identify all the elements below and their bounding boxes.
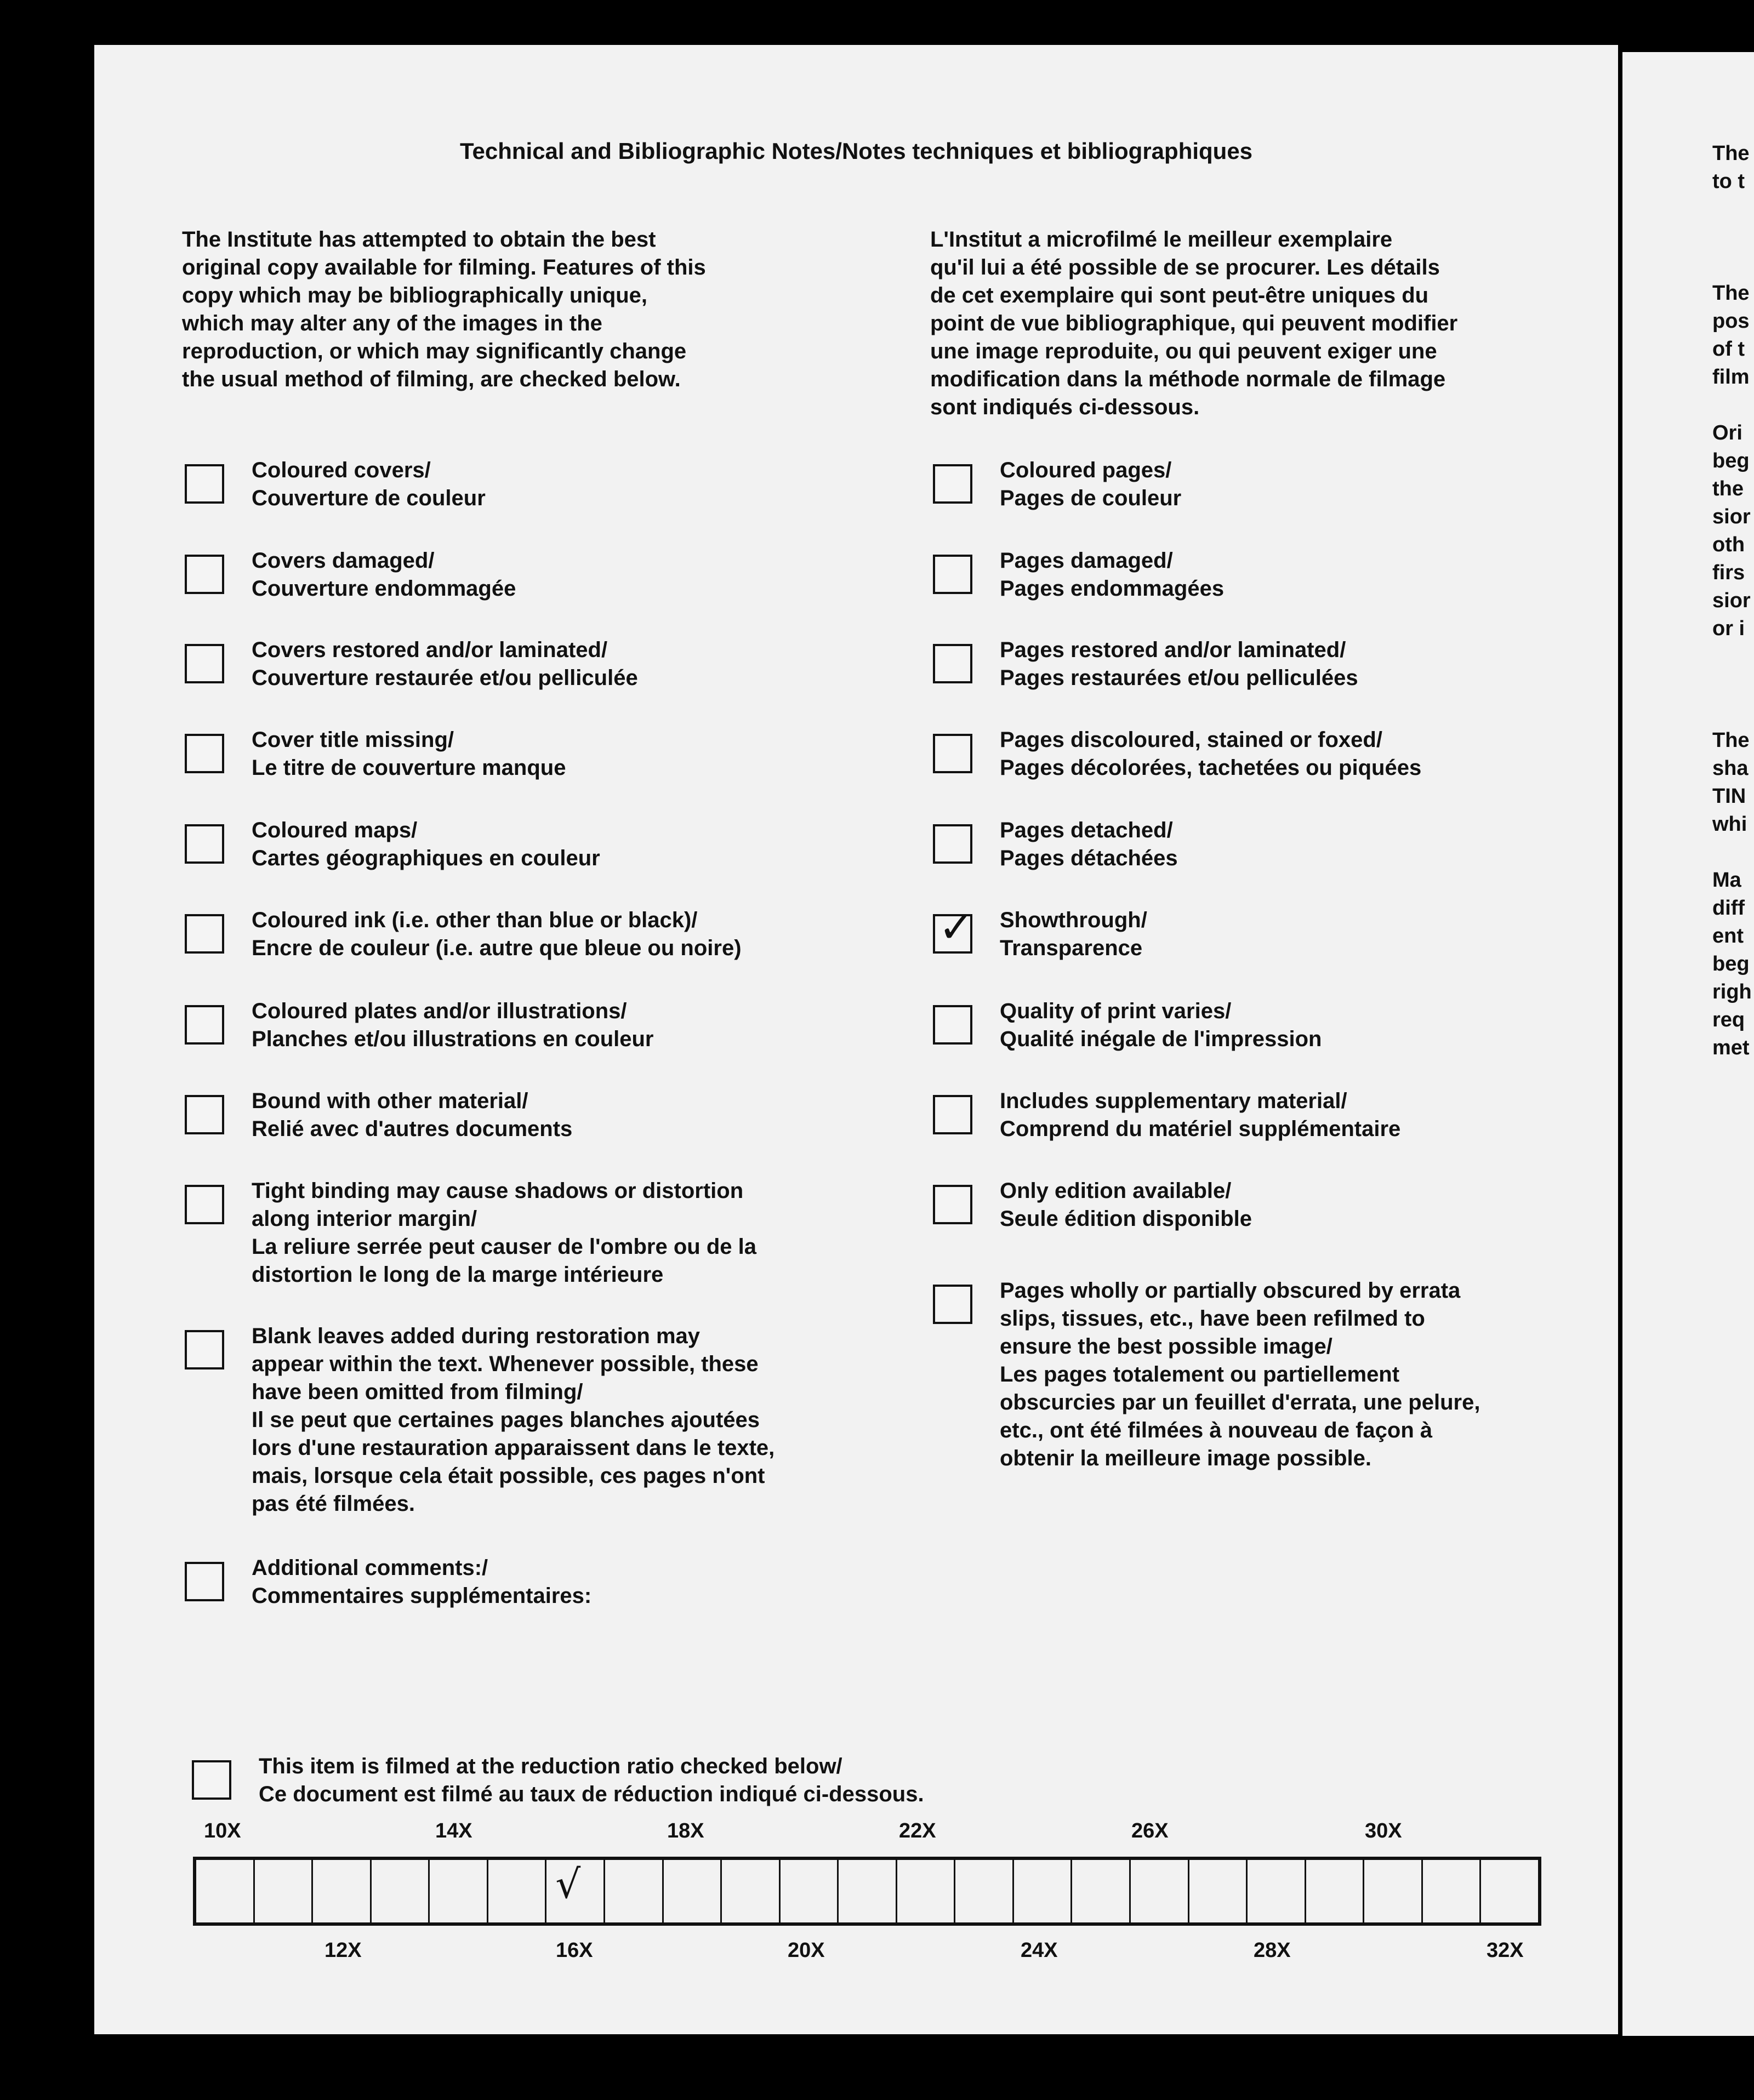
fragment-line: or i: [1712, 617, 1745, 640]
label-line: Pages détachées: [1000, 846, 1178, 870]
ratio-cell[interactable]: [781, 1860, 839, 1922]
checkbox[interactable]: [185, 1185, 224, 1224]
label-line: Covers restored and/or laminated/: [252, 638, 608, 662]
fragment-line: req: [1712, 1008, 1745, 1031]
ratio-cell[interactable]: [313, 1860, 372, 1922]
checkbox[interactable]: [933, 1185, 972, 1224]
ratio-cell[interactable]: [1189, 1860, 1248, 1922]
label-line: Pages damaged/: [1000, 549, 1173, 573]
ratio-label: 20X: [788, 1939, 825, 1962]
label-line: Covers damaged/: [252, 549, 435, 573]
intro-line: une image reproduite, ou qui peuvent exiger une: [930, 339, 1437, 363]
checklist-label: [1000, 636, 1358, 692]
label-line: Couverture de couleur: [252, 486, 486, 510]
checklist-label: [252, 1322, 775, 1518]
checkbox[interactable]: [933, 824, 972, 864]
label-line: La reliure serrée peut causer de l'ombre ou de la: [252, 1235, 756, 1259]
label-line: Cartes géographiques en couleur: [252, 846, 600, 870]
ratio-cell[interactable]: [372, 1860, 430, 1922]
reduction-checkbox[interactable]: [192, 1760, 231, 1800]
label-line: Encre de couleur (i.e. autre que bleue ou noire): [252, 936, 742, 960]
label-line: Coloured plates and/or illustrations/: [252, 999, 627, 1023]
notes-page: [94, 45, 1618, 2034]
checkbox[interactable]: [933, 1285, 972, 1324]
checklist-label: [252, 547, 516, 603]
label-line: lors d'une restauration apparaissent dans le texte,: [252, 1436, 775, 1460]
ratio-cell[interactable]: [1423, 1860, 1482, 1922]
label-line: Pages discoloured, stained or foxed/: [1000, 728, 1382, 752]
label-line: along interior margin/: [252, 1207, 477, 1231]
label-line: obscurcies par un feuillet d'errata, une pelure,: [1000, 1390, 1480, 1414]
ratio-cell[interactable]: [488, 1860, 547, 1922]
label-line: Tight binding may cause shadows or distortion: [252, 1179, 744, 1203]
label-line: Pages restaurées et/ou pelliculées: [1000, 666, 1358, 690]
checkbox[interactable]: [185, 555, 224, 594]
label-line: Additional comments:/: [252, 1556, 488, 1580]
checkbox[interactable]: [933, 734, 972, 773]
ratio-cell[interactable]: [255, 1860, 314, 1922]
checklist-label: [1000, 997, 1322, 1053]
reduction-ratio-scale: [193, 1857, 1541, 1926]
label-line: Couverture endommagée: [252, 577, 516, 601]
fragment-line: firs: [1712, 561, 1745, 584]
checkbox[interactable]: [933, 464, 972, 504]
fragment-line: diff: [1712, 897, 1745, 920]
ratio-label: 22X: [899, 1819, 936, 1842]
checkbox[interactable]: [933, 903, 975, 954]
intro-line: point de vue bibliographique, qui peuvent modifier: [930, 311, 1458, 335]
page-title: Technical and Bibliographic Notes/Notes techniques et bibliographiques: [459, 138, 1253, 164]
checkbox[interactable]: [185, 464, 224, 504]
checklist-label: [252, 906, 742, 962]
fragment-line: Ori: [1712, 421, 1742, 444]
fragment-line: film: [1712, 366, 1750, 389]
fragment-line: the: [1712, 477, 1744, 500]
reduction-line: This item is filmed at the reduction ratio checked below/: [259, 1754, 842, 1778]
label-line: Planches et/ou illustrations en couleur: [252, 1027, 654, 1051]
label-line: Coloured covers/: [252, 458, 431, 482]
checklist-label: [252, 456, 486, 512]
ratio-label: 12X: [324, 1939, 362, 1962]
label-line: slips, tissues, etc., have been refilmed to: [1000, 1306, 1425, 1331]
label-line: Pages detached/: [1000, 818, 1173, 842]
ratio-cell[interactable]: [955, 1860, 1014, 1922]
ratio-label: 18X: [667, 1819, 704, 1842]
ratio-cell[interactable]: [664, 1860, 722, 1922]
intro-line: qu'il lui a été possible de se procurer. Les détails: [930, 255, 1440, 279]
checklist-label: [252, 997, 654, 1053]
label-line: Pages restored and/or laminated/: [1000, 638, 1346, 662]
fragment-line: beg: [1712, 449, 1750, 472]
checkbox[interactable]: [185, 644, 224, 683]
fragment-line: oth: [1712, 533, 1745, 556]
ratio-cell[interactable]: [1481, 1860, 1538, 1922]
ratio-cell[interactable]: [1306, 1860, 1365, 1922]
label-line: Coloured maps/: [252, 818, 418, 842]
reduction-label: [259, 1753, 924, 1808]
fragment-line: ent: [1712, 925, 1744, 948]
ratio-label: 24X: [1021, 1939, 1058, 1962]
checkbox[interactable]: [933, 1095, 972, 1134]
label-line: Comprend du matériel supplémentaire: [1000, 1117, 1401, 1141]
fragment-line: sior: [1712, 505, 1751, 528]
ratio-cell[interactable]: [196, 1860, 255, 1922]
intro-line: de cet exemplaire qui sont peut-être uniques du: [930, 283, 1429, 307]
intro-line: which may alter any of the images in the: [182, 311, 602, 335]
label-line: Only edition available/: [1000, 1179, 1232, 1203]
label-line: Pages endommagées: [1000, 577, 1225, 601]
checkbox[interactable]: [185, 734, 224, 773]
ratio-cell[interactable]: [605, 1860, 664, 1922]
intro-line: reproduction, or which may significantly change: [182, 339, 687, 363]
fragment-line: The: [1712, 142, 1750, 165]
ratio-label: 28X: [1254, 1939, 1291, 1962]
label-line: Il se peut que certaines pages blanches ajoutées: [252, 1408, 760, 1432]
intro-line: The Institute has attempted to obtain the best: [182, 227, 656, 252]
checkbox[interactable]: [933, 555, 972, 594]
checkbox[interactable]: [933, 1005, 972, 1045]
label-line: Blank leaves added during restoration may: [252, 1324, 701, 1348]
label-line: have been omitted from filming/: [252, 1380, 583, 1404]
adjacent-page-fragment: [1622, 52, 1754, 2036]
checkbox[interactable]: [185, 1562, 224, 1601]
label-line: pas été filmées.: [252, 1492, 415, 1516]
label-line: Pages wholly or partially obscured by errata: [1000, 1279, 1461, 1303]
checklist-label: [1000, 1277, 1480, 1473]
checklist-label: [252, 1087, 572, 1143]
label-line: Couverture restaurée et/ou pelliculée: [252, 666, 638, 690]
label-line: obtenir la meilleure image possible.: [1000, 1446, 1371, 1470]
checkbox[interactable]: [933, 644, 972, 683]
label-line: Qualité inégale de l'impression: [1000, 1027, 1322, 1051]
ratio-cell[interactable]: [839, 1860, 897, 1922]
label-line: Coloured pages/: [1000, 458, 1172, 482]
intro-english: [182, 226, 706, 393]
fragment-line: whi: [1712, 813, 1747, 836]
checklist-label: [252, 1177, 756, 1289]
intro-line: L'Institut a microfilmé le meilleur exemplaire: [930, 227, 1393, 252]
checklist-label: [1000, 726, 1421, 782]
label-line: Pages décolorées, tachetées ou piquées: [1000, 756, 1422, 780]
intro-line: modification dans la méthode normale de filmage: [930, 367, 1446, 391]
ratio-label: 26X: [1131, 1819, 1169, 1842]
checklist-label: [1000, 547, 1224, 603]
label-line: Pages de couleur: [1000, 486, 1182, 510]
ratio-label: 30X: [1365, 1819, 1402, 1842]
ratio-label: 14X: [435, 1819, 472, 1842]
fragment-line: The: [1712, 729, 1750, 752]
fragment-line: met: [1712, 1036, 1750, 1059]
fragment-line: of t: [1712, 338, 1745, 361]
checklist-label: [252, 1554, 591, 1610]
label-line: Cover title missing/: [252, 728, 454, 752]
ratio-cell[interactable]: [1248, 1860, 1306, 1922]
checkbox[interactable]: [185, 1330, 224, 1369]
label-line: Seule édition disponible: [1000, 1207, 1252, 1231]
ratio-cell[interactable]: [897, 1860, 956, 1922]
label-line: Relié avec d'autres documents: [252, 1117, 573, 1141]
checkbox[interactable]: [185, 824, 224, 864]
label-line: ensure the best possible image/: [1000, 1334, 1332, 1359]
label-line: etc., ont été filmées à nouveau de façon à: [1000, 1418, 1433, 1442]
ratio-cell[interactable]: [430, 1860, 488, 1922]
checkbox[interactable]: [185, 1005, 224, 1045]
label-line: Transparence: [1000, 936, 1143, 960]
checklist-label: [1000, 1087, 1400, 1143]
reduction-line: Ce document est filmé au taux de réduction indiqué ci-dessous.: [259, 1782, 924, 1806]
label-line: Le titre de couverture manque: [252, 756, 566, 780]
ratio-cell[interactable]: [1364, 1860, 1423, 1922]
ratio-cell[interactable]: [546, 1860, 605, 1922]
label-line: appear within the text. Whenever possible, these: [252, 1352, 759, 1376]
fragment-line: TIN: [1712, 785, 1746, 808]
checklist-label: [1000, 817, 1178, 872]
label-line: Bound with other material/: [252, 1089, 528, 1113]
fragment-line: The: [1712, 282, 1750, 305]
label-line: Commentaires supplémentaires:: [252, 1584, 592, 1608]
fragment-line: sior: [1712, 589, 1751, 612]
fragment-line: sha: [1712, 757, 1749, 780]
ratio-cell[interactable]: [1014, 1860, 1073, 1922]
label-line: distortion le long de la marge intérieure: [252, 1263, 664, 1287]
label-line: Les pages totalement ou partiellement: [1000, 1362, 1400, 1386]
label-line: Quality of print varies/: [1000, 999, 1232, 1023]
ratio-label: 32X: [1487, 1939, 1524, 1962]
ratio-cell[interactable]: [1131, 1860, 1189, 1922]
checkbox[interactable]: [185, 914, 224, 954]
ratio-label: 16X: [556, 1939, 593, 1962]
label-line: Coloured ink (i.e. other than blue or black)/: [252, 908, 698, 932]
label-line: Showthrough/: [1000, 908, 1147, 932]
check-mark-icon: √: [555, 1861, 581, 1907]
checklist-label: [1000, 1177, 1252, 1233]
checklist-label: [252, 636, 638, 692]
checklist-label: [252, 726, 566, 782]
intro-french: [930, 226, 1457, 421]
fragment-line: Ma: [1712, 869, 1741, 892]
label-line: Includes supplementary material/: [1000, 1089, 1347, 1113]
checkbox[interactable]: [185, 1095, 224, 1134]
fragment-line: to t: [1712, 170, 1745, 193]
fragment-line: righ: [1712, 980, 1752, 1003]
intro-line: sont indiqués ci-dessous.: [930, 395, 1200, 419]
checklist-label: [1000, 906, 1147, 962]
intro-line: the usual method of filming, are checked below.: [182, 367, 681, 391]
intro-line: original copy available for filming. Features of this: [182, 255, 706, 279]
checklist-label: [1000, 456, 1181, 512]
fragment-line: beg: [1712, 952, 1750, 975]
checklist-label: [252, 817, 600, 872]
ratio-label: 10X: [204, 1819, 241, 1842]
fragment-line: pos: [1712, 310, 1750, 333]
check-mark-icon: ✓: [938, 903, 975, 952]
label-line: mais, lorsque cela était possible, ces pages n'ont: [252, 1464, 765, 1488]
ratio-cell[interactable]: [1072, 1860, 1131, 1922]
intro-line: copy which may be bibliographically unique,: [182, 283, 648, 307]
ratio-cell[interactable]: [722, 1860, 781, 1922]
